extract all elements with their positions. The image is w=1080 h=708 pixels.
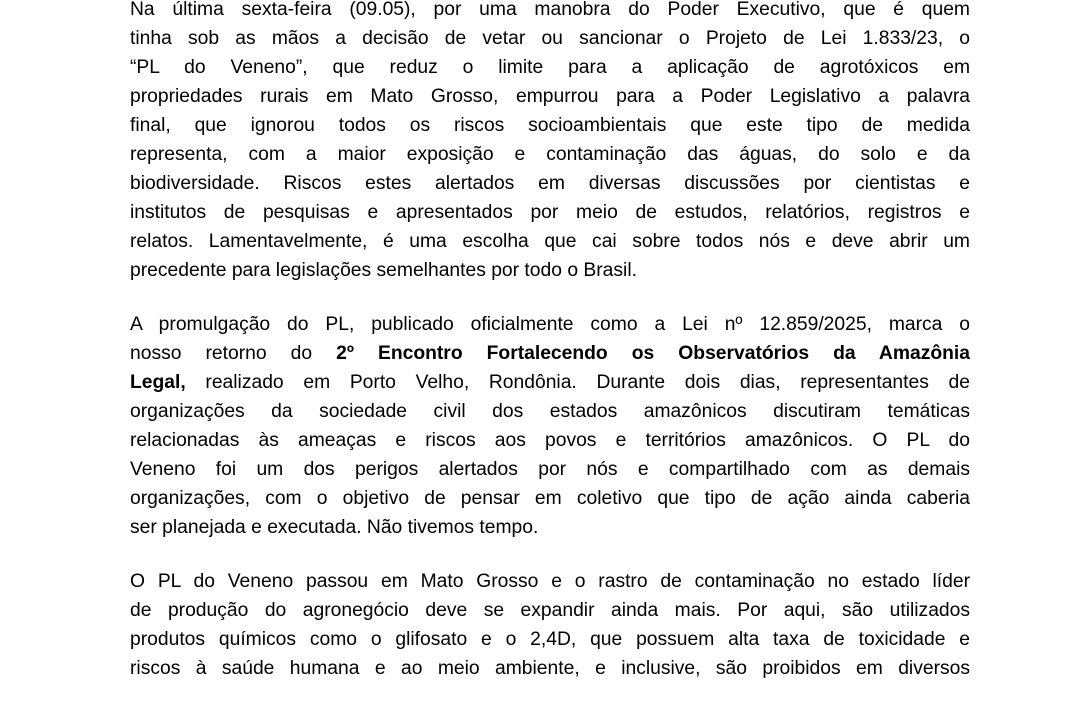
text-run: Veneno foi um dos perigos alertados por nós e compartilhado com as demais	[130, 459, 970, 480]
text-line	[130, 0, 970, 24]
text-run: institutos de pesquisas e apresentados por meio de estudos, relatórios, registros e	[130, 202, 970, 223]
text-run: A promulgação do PL, publicado oficialmente como a Lei nº 12.859/2025, marca o	[130, 314, 970, 335]
text-line	[130, 169, 970, 198]
text-line	[130, 140, 970, 169]
text-run: nosso retorno do	[130, 343, 337, 364]
document-page	[130, 0, 970, 708]
text-line	[130, 53, 970, 82]
text-run: “PL do Veneno”, que reduz o limite para a aplicação de agrotóxicos em	[130, 57, 970, 78]
text-line	[130, 310, 970, 339]
text-line	[130, 596, 970, 625]
text-line	[130, 625, 970, 654]
text-run: tinha sob as mãos a decisão de vetar ou sancionar o Projeto de Lei 1.833/23, o	[130, 28, 970, 49]
text-run: produtos químicos como o glifosato e o 2,4D, que possuem alta taxa de toxicidade e	[130, 629, 970, 650]
text-line	[130, 198, 970, 227]
text-run: realizado em Porto Velho, Rondônia. Durante dois dias, representantes de	[185, 372, 970, 393]
text-run: final, que ignorou todos os riscos socioambientais que este tipo de medida	[130, 115, 970, 136]
bold-text-run: Legal,	[130, 372, 186, 393]
text-line	[130, 513, 970, 542]
paragraph	[130, 310, 970, 542]
text-run: organizações da sociedade civil dos estados amazônicos discutiram temáticas	[130, 401, 970, 422]
text-run: riscos à saúde humana e ao meio ambiente, e inclusive, são proibidos em diversos	[130, 658, 970, 679]
text-line	[130, 24, 970, 53]
paragraph	[130, 0, 970, 285]
text-line	[130, 397, 970, 426]
text-run: ser planejada e executada. Não tivemos tempo.	[130, 517, 539, 538]
text-line	[130, 567, 970, 596]
text-run: relatos. Lamentavelmente, é uma escolha que cai sobre todos nós e deve abrir um	[130, 231, 970, 252]
text-line	[130, 82, 970, 111]
text-run: precedente para legislações semelhantes por todo o Brasil.	[130, 260, 637, 281]
text-run: biodiversidade. Riscos estes alertados em diversas discussões por cientistas e	[130, 173, 970, 194]
text-line	[130, 654, 970, 683]
text-run: Na última sexta-feira (09.05), por uma manobra do Poder Executivo, que é quem	[130, 0, 970, 20]
text-run: relacionadas às ameaças e riscos aos povos e territórios amazônicos. O PL do	[130, 430, 970, 451]
text-run: propriedades rurais em Mato Grosso, empurrou para a Poder Legislativo a palavra	[130, 86, 970, 107]
text-run: representa, com a maior exposição e contaminação das águas, do solo e da	[130, 144, 970, 165]
text-line	[130, 426, 970, 455]
text-line	[130, 339, 970, 368]
text-line	[130, 227, 970, 256]
text-line	[130, 484, 970, 513]
text-line	[130, 256, 970, 285]
text-line	[130, 368, 970, 397]
text-run: organizações, com o objetivo de pensar em coletivo que tipo de ação ainda caberia	[130, 488, 970, 509]
bold-text-run: 2º Encontro Fortalecendo os Observatórios da Amazônia	[336, 343, 970, 364]
paragraph	[130, 567, 970, 683]
text-run: de produção do agronegócio deve se expandir ainda mais. Por aqui, são utilizados	[130, 600, 970, 621]
text-line	[130, 111, 970, 140]
text-run: O PL do Veneno passou em Mato Grosso e o rastro de contaminação no estado líder	[130, 571, 970, 592]
text-line	[130, 455, 970, 484]
